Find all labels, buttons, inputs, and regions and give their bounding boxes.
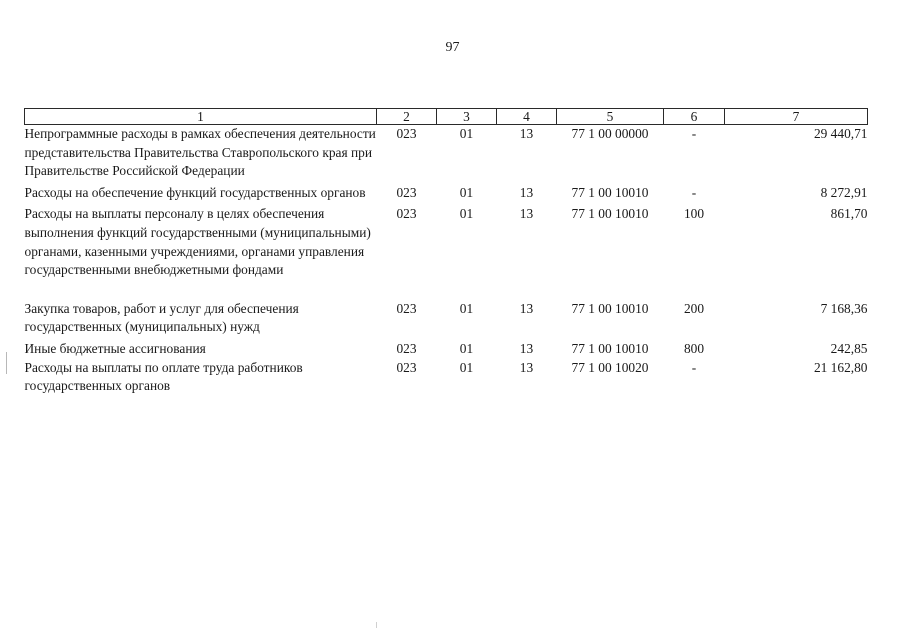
- row-subsection-code: 13: [519, 340, 534, 356]
- row-expense-type: -: [691, 184, 697, 200]
- row-amount: 7 168,36: [820, 300, 868, 316]
- table-row: [25, 359, 868, 399]
- row-section-code: 01: [459, 340, 474, 356]
- row-target-code: 77 1 00 00000: [571, 126, 649, 141]
- row-subsection-code: 13: [519, 126, 534, 141]
- row-section-code: 01: [459, 206, 474, 222]
- row-amount: 29 440,71: [813, 126, 868, 141]
- table-row: [25, 340, 868, 359]
- row-section-code: 01: [459, 359, 474, 375]
- table-spacer: [25, 283, 868, 300]
- row-amount: 861,70: [830, 206, 868, 222]
- row-section-code: 01: [459, 300, 474, 316]
- row-expense-type: 800: [683, 340, 705, 356]
- scan-artifact-mark: [376, 622, 377, 628]
- budget-table: [24, 108, 868, 399]
- page-number: 97: [445, 40, 460, 55]
- header-col-2: 2: [377, 109, 437, 125]
- row-amount: 8 272,91: [820, 184, 868, 200]
- scan-artifact-line: [6, 352, 7, 374]
- row-ministry-code: 023: [396, 359, 417, 375]
- row-amount: 242,85: [830, 340, 868, 356]
- row-name: Непрограммные расходы в рамках обеспечения деятельности представительства Правительства Ставропольского края при Правительстве Российской Федерации: [24, 126, 376, 179]
- row-ministry-code: 023: [396, 126, 417, 141]
- row-subsection-code: 13: [519, 359, 534, 375]
- header-col-3: 3: [437, 109, 497, 125]
- row-target-code: 77 1 00 10010: [571, 206, 649, 222]
- header-col-5: 5: [557, 109, 664, 125]
- row-name: Расходы на обеспечение функций государственных органов: [24, 184, 366, 200]
- row-expense-type: 100: [683, 206, 705, 222]
- row-target-code: 77 1 00 10010: [571, 184, 649, 200]
- row-amount: 21 162,80: [813, 359, 868, 375]
- row-name: Расходы на выплаты по оплате труда работников государственных органов: [24, 359, 303, 394]
- row-name: Расходы на выплаты персоналу в целях обеспечения выполнения функций государственными (муниципальными) органами, казенными учреждениями, органами управления государственными внебюджетными фондами: [24, 206, 371, 278]
- row-expense-type: -: [691, 126, 697, 141]
- header-col-1: 1: [25, 109, 377, 125]
- row-ministry-code: 023: [396, 340, 417, 356]
- table-row: [25, 125, 868, 184]
- table-row: [25, 205, 868, 282]
- row-ministry-code: 023: [396, 206, 417, 222]
- table-row: [25, 184, 868, 206]
- row-expense-type: 200: [683, 300, 705, 316]
- row-ministry-code: 023: [396, 300, 417, 316]
- row-target-code: 77 1 00 10010: [571, 340, 649, 356]
- header-col-7: 7: [725, 109, 868, 125]
- row-expense-type: -: [691, 359, 697, 375]
- row-target-code: 77 1 00 10020: [571, 359, 649, 375]
- row-section-code: 01: [459, 126, 474, 141]
- row-name: Закупка товаров, работ и услуг для обеспечения государственных (муниципальных) нужд: [24, 300, 299, 335]
- row-ministry-code: 023: [396, 184, 417, 200]
- header-col-4: 4: [497, 109, 557, 125]
- row-subsection-code: 13: [519, 300, 534, 316]
- row-target-code: 77 1 00 10010: [571, 300, 649, 316]
- header-col-6: 6: [664, 109, 725, 125]
- row-subsection-code: 13: [519, 184, 534, 200]
- table-row: [25, 300, 868, 340]
- row-section-code: 01: [459, 184, 474, 200]
- table-header-row: [25, 109, 868, 125]
- row-name: Иные бюджетные ассигнования: [24, 340, 206, 356]
- row-subsection-code: 13: [519, 206, 534, 222]
